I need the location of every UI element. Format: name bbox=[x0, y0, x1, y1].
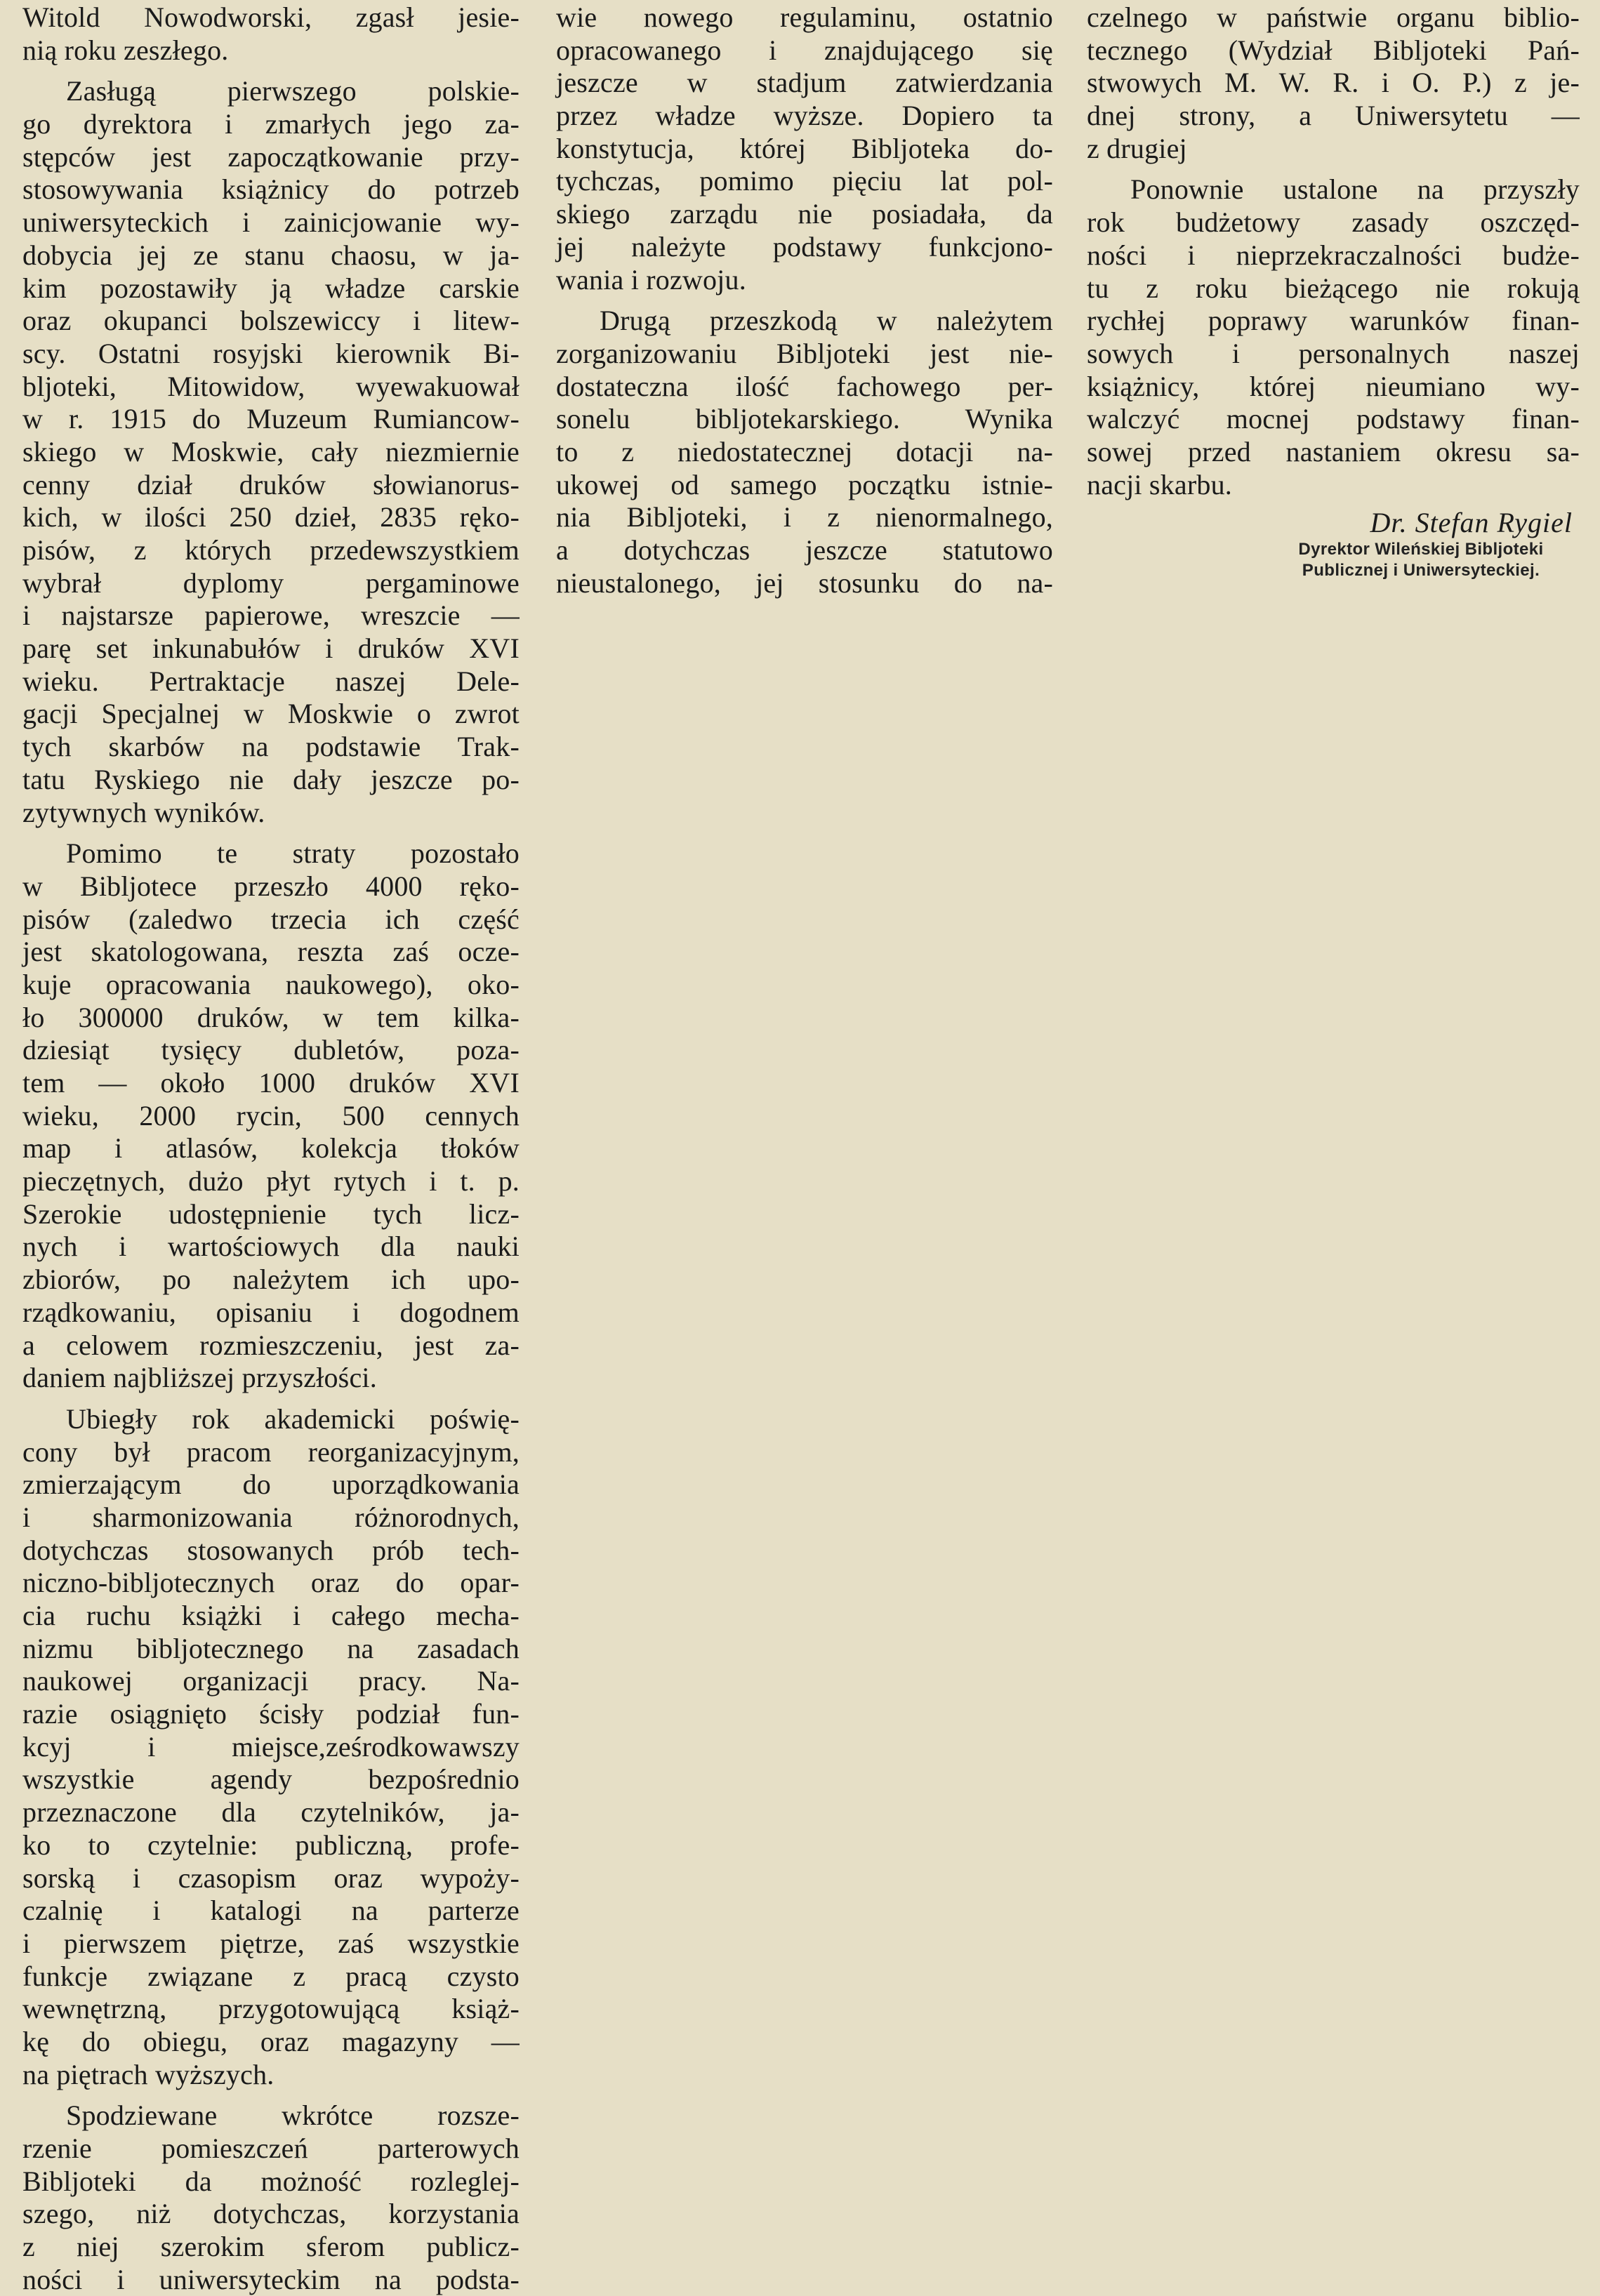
text-line: nych i wartościowych dla nauki bbox=[22, 1230, 520, 1263]
text-line: oraz okupanci bolszewiccy i litew- bbox=[22, 305, 520, 337]
text-line: cia ruchu książki i całego mecha- bbox=[22, 1600, 520, 1631]
text-line: i najstarsze papierowe, wreszcie — bbox=[22, 599, 520, 632]
paragraph bbox=[22, 1, 520, 67]
text-line: nieustalonego, jej stosunku do na- bbox=[556, 566, 1053, 599]
text-line: na piętrach wyższych. bbox=[22, 2058, 275, 2090]
text-line: tecznego (Wydział Bibljoteki Pań- bbox=[1087, 34, 1580, 66]
text-line: dotychczas stosowanych prób tech- bbox=[22, 1534, 520, 1566]
text-line: sowych i personalnych naszej bbox=[1087, 337, 1580, 369]
text-line: scy. Ostatni rosyjski kierownik Bi- bbox=[22, 337, 520, 369]
text-line: w Bibljotece przeszło 4000 ręko- bbox=[22, 870, 520, 902]
text-line: wszystkie agendy bezpośrednio bbox=[22, 1763, 520, 1796]
paragraph bbox=[556, 305, 1053, 599]
text-line: gacji Specjalnej w Moskwie o zwrot bbox=[22, 698, 520, 730]
text-line: pieczętnych, dużo płyt rytych i t. p. bbox=[22, 1165, 520, 1197]
text-line: pisów, z których przedewszystkiem bbox=[22, 534, 520, 566]
text-line: cenny dział druków słowianorus- bbox=[22, 468, 520, 500]
text-line: jej należyte podstawy funkcjono- bbox=[556, 230, 1053, 263]
text-line: nia Bibljoteki, i z nienormalnego, bbox=[556, 501, 1053, 533]
text-line: tu z roku bieżącego nie rokują bbox=[1087, 272, 1580, 304]
text-line: przez władze wyższe. Dopiero ta bbox=[556, 100, 1053, 132]
text-line: Ponownie ustalone na przyszły bbox=[1130, 173, 1580, 206]
text-line: dnej strony, a Uniwersytetu — bbox=[1087, 100, 1580, 132]
text-line: a dotychczas jeszcze statutowo bbox=[556, 534, 1053, 566]
author-signature: Dr. Stefan Rygiel bbox=[1370, 507, 1573, 539]
text-line: stosowywania książnicy do potrzeb bbox=[22, 173, 520, 206]
text-line: wieku. Pertraktacje naszej Dele- bbox=[22, 665, 520, 697]
text-line: wieku, 2000 rycin, 500 cennych bbox=[22, 1099, 520, 1132]
text-line: parę set inkunabułów i druków XVI bbox=[22, 632, 520, 665]
author-affiliation: Dyrektor Wileńskiej Bibljoteki bbox=[1298, 540, 1544, 559]
text-line: wybrał dyplomy pergaminowe bbox=[22, 566, 520, 599]
text-line: jeszcze w stadjum zatwierdzania bbox=[556, 67, 1053, 99]
text-line: cony był pracom reorganizacyjnym, bbox=[22, 1435, 520, 1468]
text-line: ło 300000 druków, w tem kilka- bbox=[22, 1001, 520, 1033]
text-line: jest skatologowana, reszta zaś ocze- bbox=[22, 936, 520, 968]
paragraph bbox=[22, 75, 520, 829]
text-line: tatu Ryskiego nie dały jeszcze po- bbox=[22, 763, 520, 795]
text-line: Witold Nowodworski, zgasł jesie- bbox=[22, 1, 520, 33]
text-line: ności i uniwersyteckim na podsta- bbox=[22, 2263, 520, 2295]
text-line: rzenie pomieszczeń parterowych bbox=[22, 2132, 520, 2164]
paragraph bbox=[1087, 1, 1580, 165]
text-line: rok budżetowy zasady oszczęd- bbox=[1087, 206, 1580, 239]
text-column-1 bbox=[22, 1, 520, 2296]
text-line: dostateczna ilość fachowego per- bbox=[556, 370, 1053, 402]
text-line: Ubiegły rok akademicki poświę- bbox=[66, 1402, 520, 1435]
text-line: przeznaczone dla czytelników, ja- bbox=[22, 1796, 520, 1829]
text-line: Pomimo te straty pozostało bbox=[66, 837, 520, 870]
author-affiliation: Publicznej i Uniwersyteckiej. bbox=[1302, 561, 1540, 580]
text-line: Bibljoteki da możność rozleglej- bbox=[22, 2165, 520, 2197]
text-line: rządkowaniu, opisaniu i dogodnem bbox=[22, 1296, 520, 1328]
text-line: naukowej organizacji pracy. Na- bbox=[22, 1665, 520, 1697]
text-line: stwowych M. W. R. i O. P.) z je- bbox=[1087, 67, 1580, 99]
text-line: funkcje związane z pracą czysto bbox=[22, 1960, 520, 1992]
text-line: uniwersyteckich i zainicjowanie wy- bbox=[22, 206, 520, 239]
text-line: i pierwszem piętrze, zaś wszystkie bbox=[22, 1927, 520, 1959]
paragraph bbox=[556, 1, 1053, 296]
text-line: a celowem rozmieszczeniu, jest za- bbox=[22, 1329, 520, 1361]
text-line: daniem najbliższej przyszłości. bbox=[22, 1362, 377, 1394]
text-line: z drugiej bbox=[1087, 132, 1187, 164]
paragraph-gap bbox=[1087, 165, 1580, 173]
text-line: walczyć mocnej podstawy finan- bbox=[1087, 403, 1580, 435]
text-line: z niej szerokim sferom publicz- bbox=[22, 2231, 520, 2263]
text-line: sowej przed nastaniem okresu sa- bbox=[1087, 435, 1580, 467]
text-line: konstytucja, której Bibljoteka do- bbox=[556, 132, 1053, 164]
text-line: książnicy, której nieumiano wy- bbox=[1087, 370, 1580, 402]
text-column-3 bbox=[1087, 1, 1580, 581]
text-line: dziesiąt tysięcy dubletów, poza- bbox=[22, 1034, 520, 1066]
text-line: nią roku zeszłego. bbox=[22, 34, 229, 66]
text-line: Szerokie udostępnienie tych licz- bbox=[22, 1197, 520, 1230]
paragraph-gap bbox=[22, 2091, 520, 2099]
text-line: ko to czytelnie: publiczną, profe- bbox=[22, 1829, 520, 1861]
text-line: czelnego w państwie organu biblio- bbox=[1087, 1, 1580, 33]
text-line: skiego w Moskwie, cały niezmiernie bbox=[22, 435, 520, 467]
text-line: sonelu bibljotekarskiego. Wynika bbox=[556, 403, 1053, 435]
text-line: zorganizowaniu Bibljoteki jest nie- bbox=[556, 337, 1053, 369]
text-line: rychłej poprawy warunków finan- bbox=[1087, 305, 1580, 337]
text-line: ukowej od samego początku istnie- bbox=[556, 468, 1053, 500]
text-line: kim pozostawiły ją władze carskie bbox=[22, 272, 520, 304]
paragraph-gap bbox=[22, 829, 520, 837]
paragraph bbox=[22, 2099, 520, 2296]
paragraph-gap bbox=[556, 296, 1053, 305]
text-line: i sharmonizowania różnorodnych, bbox=[22, 1501, 520, 1533]
text-line: kich, w ilości 250 dzieł, 2835 ręko- bbox=[22, 501, 520, 533]
text-line: razie osiągnięto ścisły podział fun- bbox=[22, 1698, 520, 1730]
text-line: kę do obiegu, oraz magazyny — bbox=[22, 2025, 520, 2057]
text-line: wania i rozwoju. bbox=[556, 263, 746, 296]
text-line: Spodziewane wkrótce rozsze- bbox=[66, 2099, 520, 2132]
paragraph bbox=[22, 837, 520, 1395]
paragraph bbox=[1087, 173, 1580, 501]
text-line: sorską i czasopism oraz wypoży- bbox=[22, 1862, 520, 1894]
text-line: bljoteki, Mitowidow, wyewakuował bbox=[22, 370, 520, 402]
text-line: pisów (zaledwo trzecia ich część bbox=[22, 903, 520, 935]
text-line: kcyj i miejsce,ześrodkowawszy bbox=[22, 1730, 520, 1763]
paragraph bbox=[22, 1403, 520, 2091]
text-line: zmierzającym do uporządkowania bbox=[22, 1468, 520, 1501]
text-line: zbiorów, po należytem ich upo- bbox=[22, 1263, 520, 1296]
paragraph-gap bbox=[22, 67, 520, 75]
text-line: kuje opracowania naukowego), oko- bbox=[22, 968, 520, 1000]
text-line: tych skarbów na podstawie Trak- bbox=[22, 731, 520, 763]
text-line: wie nowego regulaminu, ostatnio bbox=[556, 1, 1053, 33]
text-line: nizmu bibljotecznego na zasadach bbox=[22, 1632, 520, 1664]
text-line: ności i nieprzekraczalności budże- bbox=[1087, 239, 1580, 271]
text-column-2 bbox=[556, 1, 1053, 599]
text-line: stępców jest zapoczątkowanie przy- bbox=[22, 140, 520, 173]
text-line: tem — około 1000 druków XVI bbox=[22, 1067, 520, 1099]
text-line: nacji skarbu. bbox=[1087, 468, 1232, 500]
text-line: dobycia jej ze stanu chaosu, w ja- bbox=[22, 239, 520, 271]
text-line: tychczas, pomimo pięciu lat pol- bbox=[556, 165, 1053, 197]
text-line: opracowanego i znajdującego się bbox=[556, 34, 1053, 66]
text-line: Drugą przeszkodą w należytem bbox=[600, 305, 1053, 337]
text-line: Zasługą pierwszego polskie- bbox=[66, 75, 520, 107]
text-line: szego, niż dotychczas, korzystania bbox=[22, 2198, 520, 2230]
text-line: zytywnych wyników. bbox=[22, 796, 265, 828]
text-line: skiego zarządu nie posiadała, da bbox=[556, 198, 1053, 230]
text-line: map i atlasów, kolekcja tłoków bbox=[22, 1132, 520, 1164]
text-line: to z niedostatecznej dotacji na- bbox=[556, 435, 1053, 467]
text-line: czalnię i katalogi na parterze bbox=[22, 1894, 520, 1927]
text-line: niczno-bibljotecznych oraz do opar- bbox=[22, 1567, 520, 1599]
text-line: w r. 1915 do Muzeum Rumiancow- bbox=[22, 403, 520, 435]
text-line: wewnętrzną, przygotowującą książ- bbox=[22, 1993, 520, 2025]
text-line: go dyrektora i zmarłych jego za- bbox=[22, 108, 520, 140]
paragraph-gap bbox=[22, 1395, 520, 1403]
